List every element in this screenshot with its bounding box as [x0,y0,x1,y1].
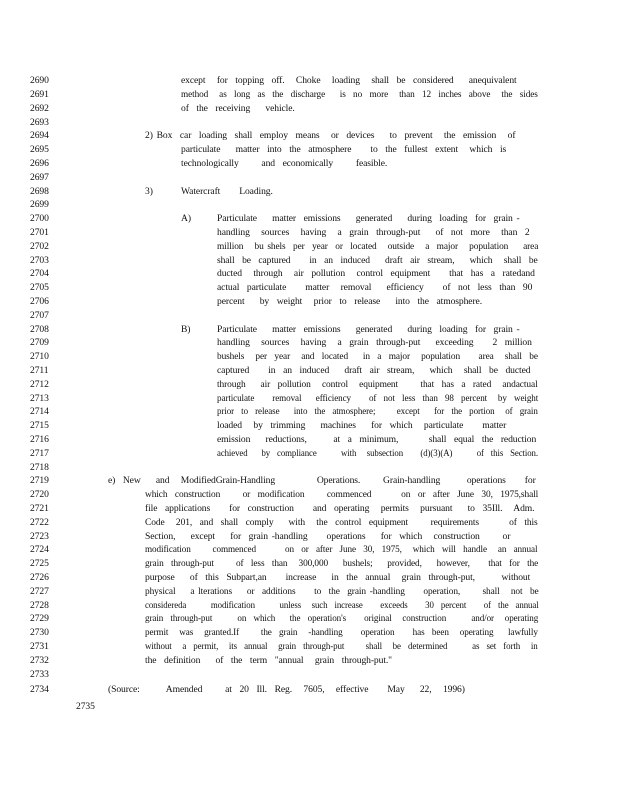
text-line: Code 201, and shall comply with the control equipment requirements of this [145,517,538,528]
text-line: Particulate matter emissions generated during loading for grain - [217,213,520,224]
text-line: million bu shels per year or located outside a major population area [217,241,539,252]
text-line: file applications for construction and operating permits pursuant to 35Ill. Adm. [145,503,535,514]
line-number: 2733 [30,669,49,680]
item-label: A) [181,213,191,224]
text-line: Section, except for grain -handling operations for which construction or [145,531,511,542]
text-line: grain through-put on which the operation's original construction and/or operating [145,613,539,624]
text-line: considereda modification unless such increase exceeds 30 percent of the annual [145,600,539,611]
line-number: 2698 [30,186,49,197]
text-line: modification commenced on or after June 30, 1975, which will handle an annual [145,544,538,555]
text-line: percent by weight prior to release into the atmosphere. [217,296,483,307]
line-number: 2701 [30,227,49,238]
text-line: ducted through air pollution control equipment that has a ratedand [217,268,535,279]
line-number: 2707 [30,310,49,321]
text-line: handling sources having a grain through-put exceeding 2 million [217,337,532,348]
line-number: 2719 [30,475,49,486]
line-number: 2708 [30,324,49,335]
text-line: particulate removal efficiency of not less than 98 percent by weight [217,393,539,404]
text-line: except for topping off. Choke loading shall be considered anequivalent [181,75,517,86]
line-number: 2720 [30,489,49,500]
line-number: 2694 [30,130,49,141]
line-number: 2713 [30,393,49,404]
text-line: shall be captured in an induced draft air stream, which shall be [217,255,538,266]
line-number: 2727 [30,586,49,597]
line-number: 2696 [30,158,49,169]
text-line: captured in an induced draft air stream, which shall be ducted [217,365,531,376]
line-number: 2723 [30,531,49,542]
line-number: 2710 [30,351,49,362]
line-number: 2691 [30,89,49,100]
line-number: 2703 [30,255,49,266]
text-line: technologically and economically feasible. [181,158,388,169]
line-number: 2724 [30,544,49,555]
line-number: 2695 [30,144,49,155]
text-line: emission reductions, at a minimum, shall equal the reduction [217,434,537,445]
text-line: without a permit, its annual grain through-put shall be determined as set forth in [145,641,538,652]
line-number: 2693 [30,117,49,128]
line-number: 2702 [30,241,49,252]
line-number: 2728 [30,600,49,611]
line-number: 2700 [30,213,49,224]
line-number: 2715 [30,420,49,431]
text-line: grain through-put of less than 300,000 bushels; provided, however, that for the [145,558,539,569]
text-line: Particulate matter emissions generated during loading for grain - [217,324,520,335]
line-number: 2732 [30,655,49,666]
line-number: 2730 [30,627,49,638]
final-line-number: 2735 [76,701,95,712]
item-label: B) [181,324,191,335]
line-number: 2690 [30,75,49,86]
line-number: 2714 [30,406,49,417]
line-number: 2712 [30,379,49,390]
line-number: 2734 [30,684,49,695]
text-line: particulate matter into the atmosphere to the fullest extent which is [181,144,507,155]
text-line: permit was granted.If the grain -handling operation has been operating lawfully [145,627,538,638]
line-number: 2718 [30,462,49,473]
text-line: through air pollution control equipment that has a rated andactual [217,379,538,390]
text-line: handling sources having a grain through-put of not more than 2 [217,227,530,238]
text-line: 2) Box car loading shall employ means or devices to prevent the emission of [145,130,516,141]
subsection-label: 3) [145,186,153,197]
line-number: 2721 [30,503,49,514]
line-number: 2705 [30,282,49,293]
text-line: loaded by trimming machines for which particulate matter [217,420,507,431]
line-number: 2725 [30,558,49,569]
text-line: method as long as the discharge is no more than 12 inches above the sides [181,89,538,100]
source-note: (Source: Amended at 20 Ill. Reg. 7605, effective May 22, 1996) [108,684,465,695]
text-line: purpose of this Subpart,an increase in the annual grain through-put, without [145,572,531,583]
text-line: of the receiving vehicle. [181,103,295,114]
line-number: 2711 [30,365,49,376]
text-line: achieved by compliance with subsection (d)(3)(A) of this Section. [217,448,538,459]
subsection-heading: Watercraft Loading. [181,186,273,197]
line-number: 2692 [30,103,49,114]
line-number: 2722 [30,517,49,528]
line-number: 2704 [30,268,49,279]
text-line: actual particulate matter removal efficiency of not less than 90 [217,282,533,293]
line-number: 2697 [30,172,49,183]
text-line: which construction or modification commenced on or after June 30, 1975,shall [145,489,539,500]
line-number: 2716 [30,434,49,445]
line-number: 2699 [30,199,49,210]
text-line: physical a lterations or additions to the grain -handling operation, shall not be [145,586,539,597]
line-number: 2717 [30,448,49,459]
text-line: bushels per year and located in a major population area shall be [217,351,538,362]
line-number: 2729 [30,613,49,624]
text-line: e) New and ModifiedGrain-Handling Operations. Grain-handling operations for [108,475,536,486]
line-number: 2709 [30,337,49,348]
line-number: 2731 [30,641,49,652]
text-line: prior to release into the atmosphere; except for the portion of grain [217,406,538,417]
text-line: the definition of the term "annual grain through-put." [145,655,393,666]
line-number: 2706 [30,296,49,307]
line-number: 2726 [30,572,49,583]
